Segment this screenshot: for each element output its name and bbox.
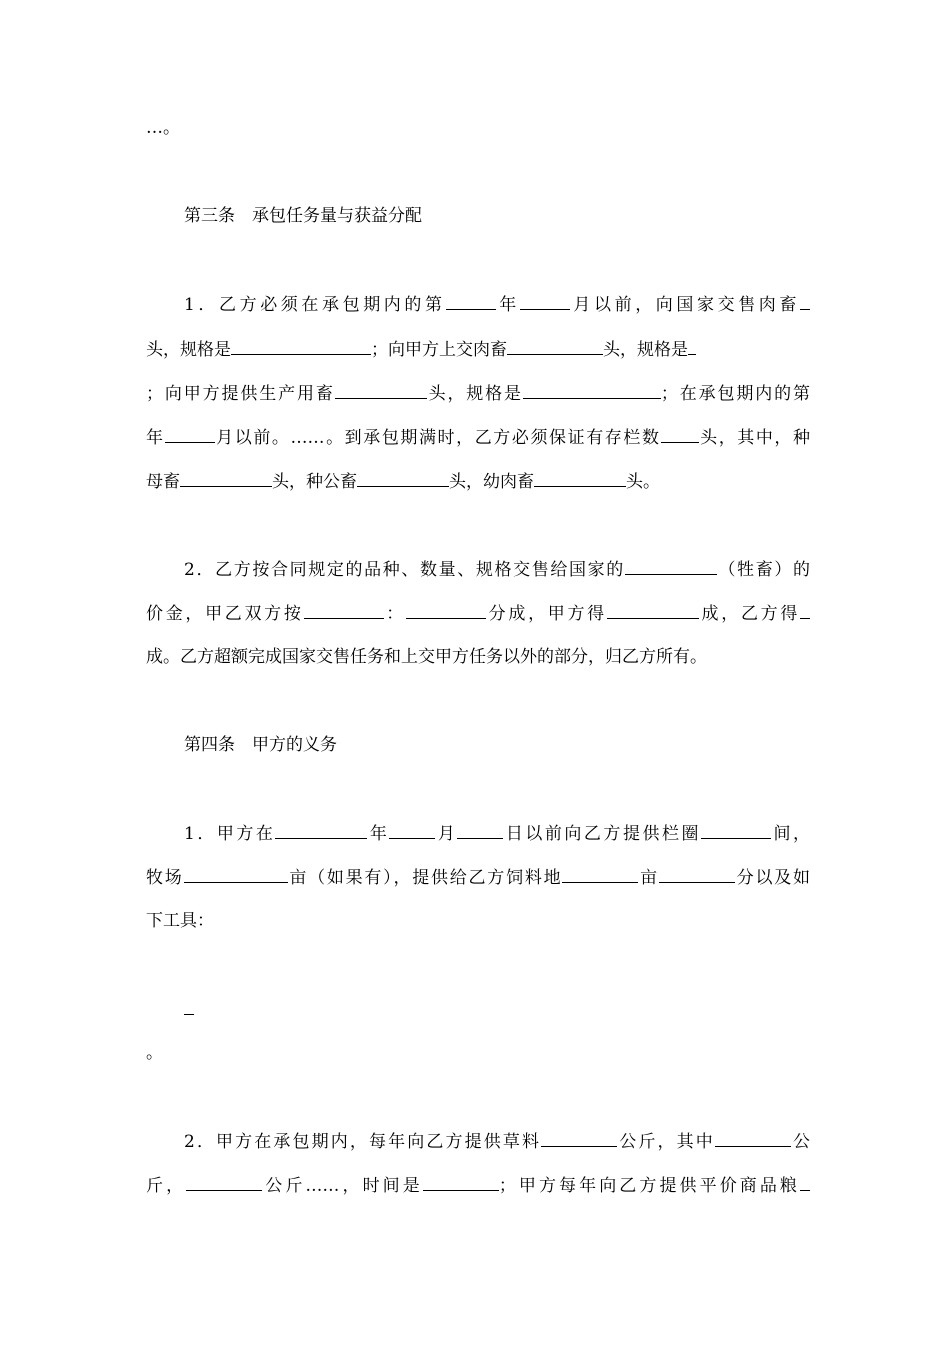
text: 成。乙方超额完成国家交售任务和上交甲方任务以外的部分，归乙方所有。: [146, 647, 707, 667]
text: 2．甲方在承包期内，每年向乙方提供草料: [184, 1132, 542, 1152]
text: 头，幼肉畜: [449, 472, 534, 492]
blank-field: [688, 337, 696, 355]
text: 亩（如果有），提供给乙方饲料地: [287, 868, 563, 888]
text: 头，种公畜: [272, 472, 357, 492]
text: 公斤，其中: [617, 1132, 715, 1152]
text: 月以前。……。到承包期满时，乙方必须保证有存栏数: [214, 428, 661, 448]
blank-field: [800, 601, 810, 619]
ellipsis-text: …。: [146, 118, 180, 138]
art4-item1-line3: [146, 909, 810, 933]
article-4-heading: 第四条 甲方的义务: [184, 735, 337, 755]
blank-field: [541, 1129, 617, 1147]
tools-blank-line: [184, 997, 848, 1021]
blank-field: [446, 292, 496, 310]
text: 头，规格是: [146, 340, 231, 360]
blank-field: [507, 337, 603, 355]
text: 月: [435, 824, 458, 844]
art3-item1-line2: [146, 337, 810, 361]
continuation-line: [146, 116, 810, 140]
blank-field: [534, 469, 626, 487]
text: 母畜: [146, 472, 180, 492]
tools-end-line: [146, 1041, 810, 1065]
article-4-title: [184, 733, 848, 757]
article-3-heading: 第三条 承包任务量与获益分配: [184, 206, 422, 226]
text: ；向甲方上交肉畜: [371, 340, 507, 360]
text: ；在承包期内的第: [660, 384, 811, 404]
blank-field: [165, 425, 215, 443]
blank-field: [389, 821, 435, 839]
text: 年: [146, 428, 165, 448]
text: 2．乙方按合同规定的品种、数量、规格交售给国家的: [184, 560, 625, 580]
blank-field: [180, 469, 272, 487]
text: 公斤……，时间是: [262, 1176, 423, 1196]
blank-field: [607, 601, 699, 619]
blank-field: [800, 292, 810, 310]
blank-field: [800, 1173, 810, 1191]
text: 头，规格是: [603, 340, 688, 360]
text: 成，乙方得: [698, 604, 801, 624]
art3-item1-line3: [146, 381, 810, 405]
text: 牧场: [146, 868, 184, 888]
blank-field: [406, 601, 486, 619]
art4-item1-line2: [146, 865, 810, 889]
text: 间，: [770, 824, 810, 844]
blank-field: [275, 821, 367, 839]
blank-field: [625, 557, 717, 575]
blank-field: [661, 425, 699, 443]
art4-item2-line1: [184, 1129, 810, 1153]
blank-field: [184, 865, 288, 883]
blank-field: [231, 337, 371, 355]
art3-item2-line2: [146, 601, 810, 625]
text: 年: [495, 295, 520, 315]
art3-item1-line5: [146, 469, 810, 493]
text: ；向甲方提供生产用畜: [146, 384, 335, 404]
blank-field: [423, 1173, 499, 1191]
text: 下工具：: [146, 911, 214, 931]
text: 斤，: [146, 1176, 187, 1196]
blank-field: [659, 865, 735, 883]
text: 公: [790, 1132, 810, 1152]
blank-field: [562, 865, 638, 883]
text: 。: [146, 1043, 163, 1063]
art4-item2-line2: [146, 1173, 810, 1197]
text: 亩: [638, 868, 659, 888]
article-3-title: [184, 204, 848, 228]
blank-field: [701, 821, 771, 839]
blank-field: [335, 381, 427, 399]
text: 头，其中，种: [698, 428, 811, 448]
text: 月以前，向国家交售肉畜: [569, 295, 800, 315]
text: 年: [367, 824, 390, 844]
art4-item1-line1: [184, 821, 810, 845]
text: 分以及如: [734, 868, 811, 888]
text: ：: [383, 604, 406, 624]
blank-field: [357, 469, 449, 487]
art3-item1-line4: [146, 425, 810, 449]
text: 价金，甲乙双方按: [146, 604, 304, 624]
text: 1．乙方必须在承包期内的第: [184, 295, 446, 315]
text: ；甲方每年向乙方提供平价商品粮: [498, 1176, 801, 1196]
art3-item1-line1: [184, 292, 810, 316]
blank-field: [186, 1173, 262, 1191]
blank-field: [715, 1129, 791, 1147]
blank-field: [304, 601, 384, 619]
text: 日以前向乙方提供栏圈: [503, 824, 701, 844]
blank-field: [520, 292, 570, 310]
text: 头。: [626, 472, 660, 492]
blank-field: [184, 997, 194, 1015]
text: 分成，甲方得: [485, 604, 607, 624]
art3-item2-line1: [184, 557, 810, 581]
blank-field: [457, 821, 503, 839]
text: （牲畜）的: [716, 560, 810, 580]
text: 头，规格是: [426, 384, 523, 404]
art3-item2-line3: [146, 645, 810, 669]
text: 1．甲方在: [184, 824, 276, 844]
blank-field: [523, 381, 661, 399]
